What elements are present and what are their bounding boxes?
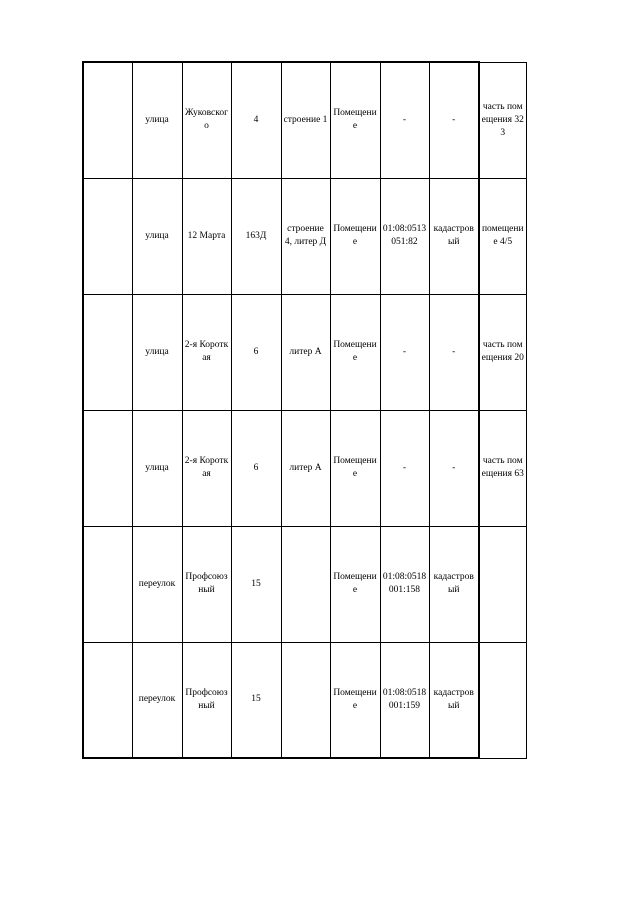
street-type-cell: улица xyxy=(132,294,182,410)
cadastral-number-cell: - xyxy=(380,294,429,410)
row-number-cell xyxy=(83,178,132,294)
number-type-cell: кадастровый xyxy=(429,526,479,642)
object-type-cell: Помещение xyxy=(330,62,380,178)
street-name-cell: 2-я Короткая xyxy=(182,294,231,410)
street-type-cell: улица xyxy=(132,410,182,526)
cadastral-number-cell: 01:08:0518001:159 xyxy=(380,642,429,758)
description-cell xyxy=(479,642,526,758)
street-type-cell: переулок xyxy=(132,526,182,642)
street-type-cell: улица xyxy=(132,62,182,178)
table-body xyxy=(83,62,526,758)
street-name-cell: Профсоюзный xyxy=(182,526,231,642)
building-cell: литер А xyxy=(281,294,330,410)
object-type-cell: Помещение xyxy=(330,294,380,410)
table-row xyxy=(83,526,526,642)
table-row xyxy=(83,642,526,758)
street-name-cell: Профсоюзный xyxy=(182,642,231,758)
table-row xyxy=(83,178,526,294)
object-type-cell: Помещение xyxy=(330,178,380,294)
object-type-cell: Помещение xyxy=(330,526,380,642)
street-name-cell: 2-я Короткая xyxy=(182,410,231,526)
street-name-cell: Жуковского xyxy=(182,62,231,178)
description-cell: часть помещения 63 xyxy=(479,410,526,526)
description-cell xyxy=(479,526,526,642)
number-type-cell: - xyxy=(429,62,479,178)
street-type-cell: улица xyxy=(132,178,182,294)
row-number-cell xyxy=(83,410,132,526)
house-number-cell: 15 xyxy=(231,642,281,758)
house-number-cell: 6 xyxy=(231,410,281,526)
object-type-cell: Помещение xyxy=(330,642,380,758)
building-cell: литер А xyxy=(281,410,330,526)
number-type-cell: - xyxy=(429,294,479,410)
description-cell: часть помещения 323 xyxy=(479,62,526,178)
description-cell: помещение 4/5 xyxy=(479,178,526,294)
row-number-cell xyxy=(83,642,132,758)
number-type-cell: кадастровый xyxy=(429,178,479,294)
building-cell: строение 4, литер Д xyxy=(281,178,330,294)
cadastral-number-cell: - xyxy=(380,410,429,526)
row-number-cell xyxy=(83,62,132,178)
building-cell xyxy=(281,642,330,758)
house-number-cell: 15 xyxy=(231,526,281,642)
house-number-cell: 4 xyxy=(231,62,281,178)
house-number-cell: 163Д xyxy=(231,178,281,294)
table-row xyxy=(83,294,526,410)
table-row xyxy=(83,410,526,526)
cadastral-number-cell: 01:08:0513051:82 xyxy=(380,178,429,294)
building-cell: строение 1 xyxy=(281,62,330,178)
row-number-cell xyxy=(83,294,132,410)
number-type-cell: кадастровый xyxy=(429,642,479,758)
building-cell xyxy=(281,526,330,642)
object-type-cell: Помещение xyxy=(330,410,380,526)
property-registry-table xyxy=(82,61,527,759)
cadastral-number-cell: - xyxy=(380,62,429,178)
description-cell: часть помещения 20 xyxy=(479,294,526,410)
street-type-cell: переулок xyxy=(132,642,182,758)
row-number-cell xyxy=(83,526,132,642)
number-type-cell: - xyxy=(429,410,479,526)
cadastral-number-cell: 01:08:0518001:158 xyxy=(380,526,429,642)
house-number-cell: 6 xyxy=(231,294,281,410)
street-name-cell: 12 Марта xyxy=(182,178,231,294)
table-row xyxy=(83,62,526,178)
